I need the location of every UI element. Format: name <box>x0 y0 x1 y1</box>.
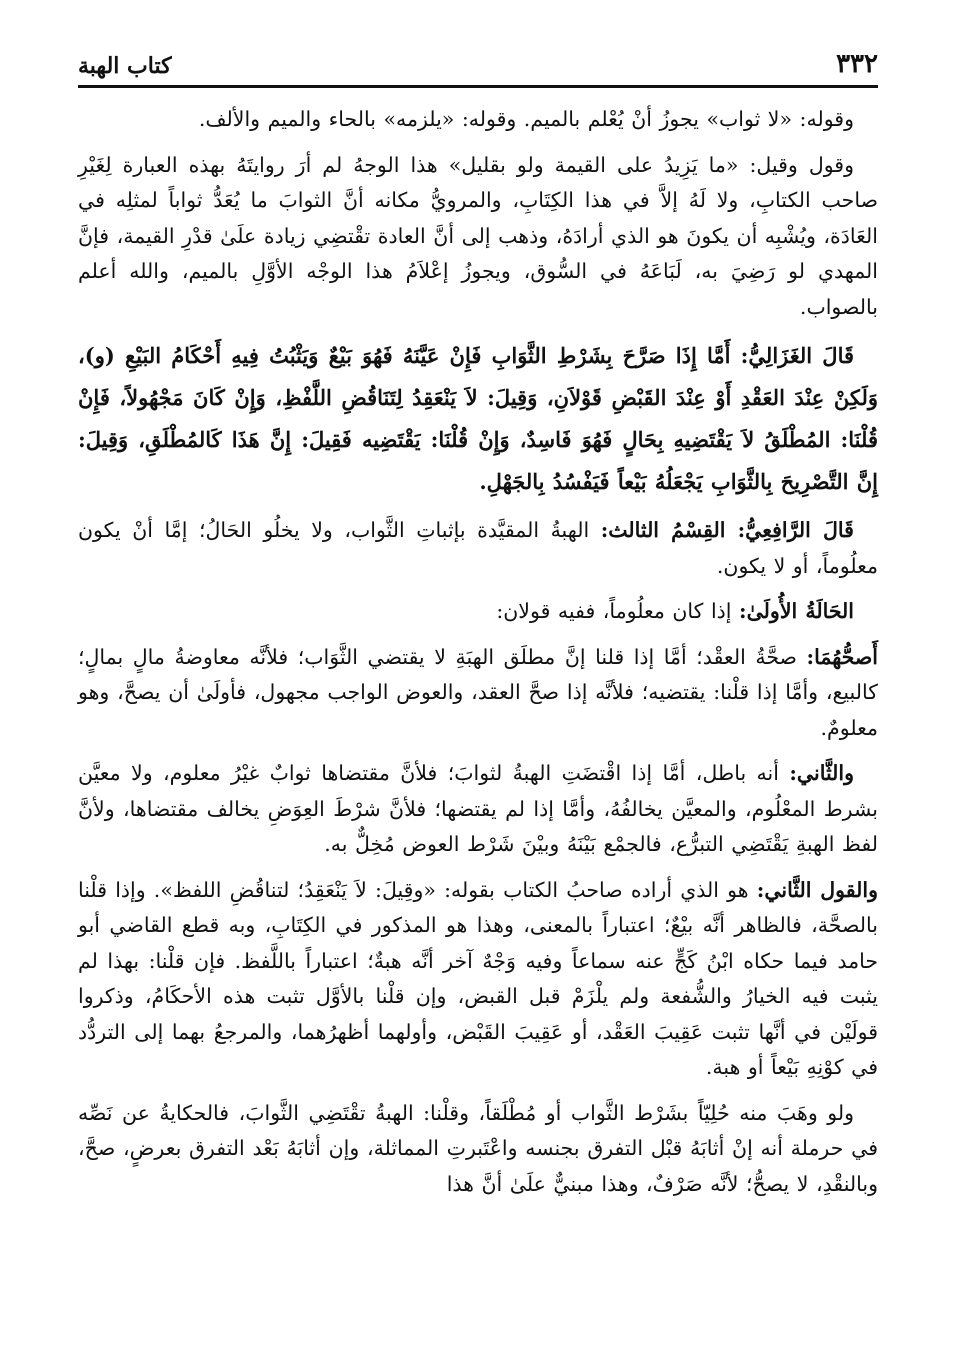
book-title: كتاب الهبة <box>78 53 172 79</box>
paragraph <box>78 102 878 138</box>
paragraph-label: والقول الثَّاني: <box>756 877 878 902</box>
page-number: ٣٣٢ <box>836 49 878 79</box>
paragraph <box>78 148 878 326</box>
paragraph-text: أَمَّا إِذَا صَرَّحَ بِشَرْطِ الثَّوَابِ فَإِنْ عَيَّنَهُ فَهُوَ بَيْعٌ وَيَثْبُتُ فِيهِ أَحْكَامُ البَيْعِ (و)، وَلَكِنْ عِنْدَ العَقْدِ أَوْ عِنْدَ القَبْضِ قَوْلاَنِ، وَقِيلَ: لاَ يَنْعَقِدُ لِتَنَاقُضِ اللَّفْظِ، وَإِنْ كَانَ مَجْهُولاً، فَإِنْ قُلْنَا: المُطْلَقُ لاَ يَقْتَضِيهِ بِحَالٍ فَهُوَ فَاسِدٌ، وَإِنْ قُلْنَا: يَقْتَضِيه فَقِيلَ: إِنَّ هَذَا كَالمُطْلَقِ، وَقِيلَ: إِنَّ التَّصْرِيحَ بِالثَّوَابِ يَجْعَلُهُ بَيْعاً فَيَفْسُدُ بِالجَهْلِ. <box>78 343 878 494</box>
paragraph-text: إذا كان معلُوماً، ففيه قولان: <box>496 599 732 623</box>
paragraph <box>78 873 878 1086</box>
paragraph-label: قَالَ الغَزَالِيُّ: <box>740 343 855 368</box>
paragraph-text: وقوله: «لا ثواب» يجوزُ أنْ يُعْلم بالميم. وقوله: «يلزمه» بالحاء والميم والألف. <box>198 107 854 131</box>
paragraph-label: الحَالَةُ الأُولَىٰ: <box>739 599 854 623</box>
paragraph-text: ولو وهَبَ منه حُلِيّاً بشَرْط الثَّواب أو مُطْلَقاً، وقلْنا: الهبةُ تقْتَضِي الثَّوابَ، فالحكايةُ عن نَصِّه في حرملة أنه إنْ أثابَهُ قبْل التفرق بجنسه واعْتَبرتِ المماثلة، وإن أثابَهُ بَعْد التفرق بعرضٍ، صحَّ، وبالنقْدِ، لا يصحُّ؛ لأنَّه صَرْفٌ، وهذا مبنيٌّ علَىٰ أنَّ هذا <box>78 1100 878 1196</box>
paragraph-label: قَالَ الرَّافِعِيُّ: القِسْمُ الثالث: <box>600 518 854 542</box>
paragraph-text: صحَّةُ العقْد؛ أمَّا إذا قلنا إنَّ مطلَق الهبَةِ لا يقتضي الثَّوَاب؛ فلأنَّه معاوضةُ مالٍ بمالٍ؛ كالبيع، وأمَّا إذا قلْنا: يقتضيه؛ فلأنَّه إذا صحَّ العقد، والعوض الواجب مجهول، فأولَىٰ أن يصحَّ، وهو معلومٌ. <box>78 644 878 740</box>
paragraph-label: أَصحُّهُمَا: <box>806 644 878 669</box>
page-body <box>78 102 878 1202</box>
paragraph <box>78 640 878 747</box>
paragraph-label: والثَّاني: <box>789 761 854 785</box>
paragraph <box>78 513 878 584</box>
paragraph-text: هو الذي أراده صاحبُ الكتاب بقوله: «وقِيلَ: لاَ يَنْعَقِدُ؛ لتناقُضِ اللفظ». وإذا قلْنا بالصحَّة، فالظاهر أنَّه بيْعٌ؛ اعتباراً بالمعنى، وهذا هو المذكور في الكِتَابِ، وبه قطع القاضي أبو حامد فيما حكاه ابْنُ كَجٍّ عنه سماعاً وفيه وَجْهٌ آخر أنَّه هبةٌ؛ اعتباراً باللَّفظ. فإن قلْنا: بهذا لم يثبت فيه الخيارُ والشُّفعة ولم يلْزَمْ قبل القبض، وإن قلْنا بالأوَّل تثبت هذه الأحكَامُ، وذكروا قولَيْن في أنَّها تثبت عَقِيبَ العَقْد، أو عَقِيبَ القَبْض، وأولهما أظهرُهما، والمرجعُ بهما إلى التردُّد في كوْنِهِ بَيْعاً أو هبة. <box>78 877 878 1079</box>
paragraph <box>78 1096 878 1203</box>
paragraph-text: الهبةُ المقيَّدة بإثباتِ الثَّواب، ولا يخلُو الحَالُ؛ إمَّا أنْ يكون معلُوماً، أو لا يكون. <box>78 518 878 578</box>
paragraph-text: وقول وقيل: «ما يَزِيدُ على القيمة ولو بقليل» هذا الوجهُ لم أرَ روايتَهُ بهذه العبارة لِغَيْرِ صاحب الكتابِ، ولا لَهُ إلاَّ في هذا الكِتَابِ، والمرويُّ مكانه أنَّ الثوابَ ما يُعَدُّ ثواباً لمثلِه في العَادَة، ويُشْبِه أن يكونَ هو الذي أرادَهُ، وذهب إلى أنَّ العادة تقْتضِي زيادة علَىٰ قدْرِ القيمة، فإنَّ المهدي لو رَضِيَ به، لَبَاعَهُ في السُّوق، ويجوزُ إعْلاَمُ هذا الوجْه الأوَّلِ بالميم، والله أعلم بالصواب. <box>78 152 878 319</box>
page-header <box>78 42 878 88</box>
paragraph <box>78 594 878 630</box>
paragraph-text: أنه باطل، أمَّا إذا اقْتضَتِ الهبةُ لثوابَ؛ فلأنَّ مقتضاها ثوابٌ غيْرُ معلوم، ولا معيَّن بشرط المعْلُوم، والمعيَّن يخالفُهُ، وأمَّا إذا لم يقتضها؛ فلأنَّ شرْطَ العِوَضِ يخالف مقتضاها، ولأنَّ لفظ الهبةِ يَقْتَضِي التبرُّع، فالجمْع بَيْنَهُ وبيْنَ شَرْط العوض مُخِلٌّ به. <box>78 761 878 856</box>
book-page <box>78 42 878 1322</box>
paragraph <box>78 756 878 863</box>
ghazali-quote-paragraph <box>78 335 878 503</box>
